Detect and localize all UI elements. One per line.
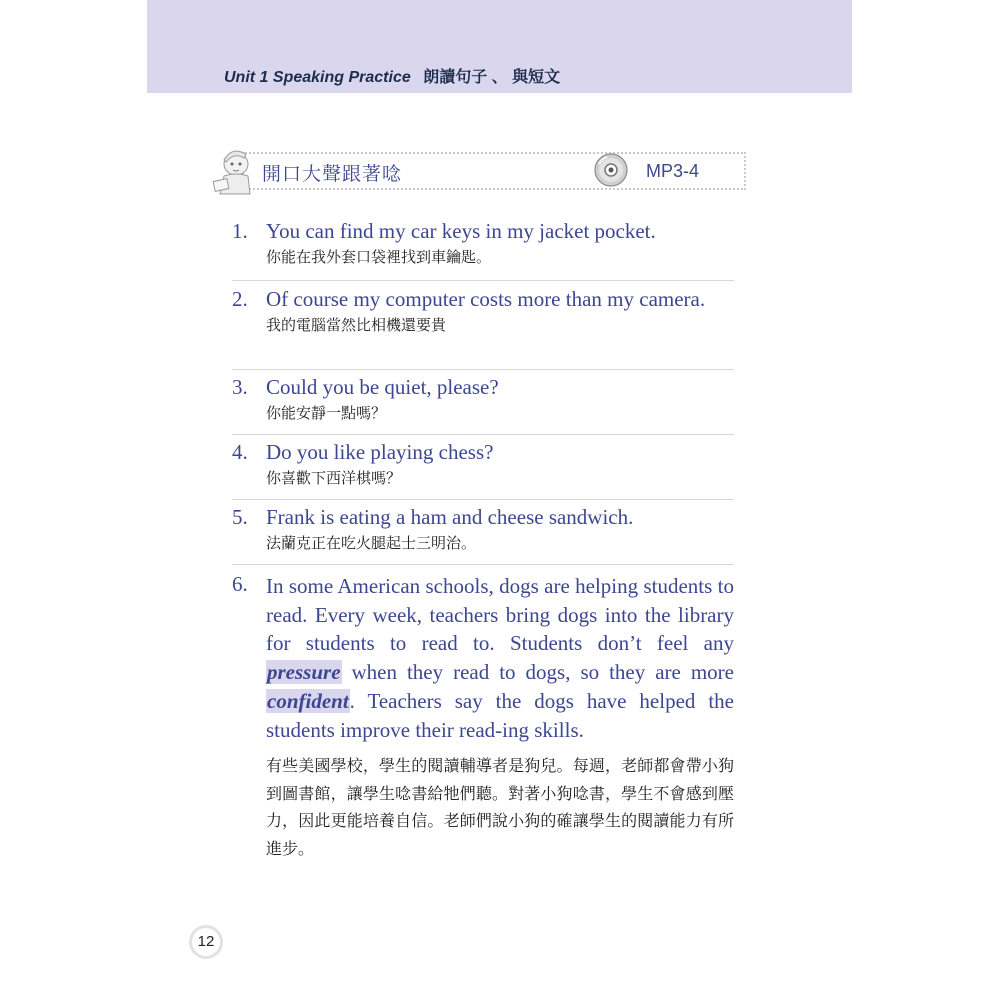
list-item bbox=[232, 565, 734, 862]
section-heading bbox=[210, 150, 746, 192]
list-item bbox=[232, 370, 734, 435]
page-number: 12 bbox=[189, 925, 223, 959]
item-number: 2. bbox=[232, 287, 248, 311]
page-header bbox=[224, 64, 560, 87]
cd-icon[interactable] bbox=[593, 152, 629, 188]
list-item bbox=[232, 435, 734, 500]
header-subtitle: 朗讀句子 、 與短文 bbox=[423, 69, 561, 86]
list-item bbox=[232, 500, 734, 565]
english-passage bbox=[266, 572, 734, 744]
chinese-translation: 有些美國學校，學生的閱讀輔導者是狗兒。每週，老師都會帶小狗到圖書館，讓學生唸書給牠們聽。對著小狗唸書，學生不會感到壓力，因此更能培養自信。老師們說小狗的確讓學生的閱讀能力有所進步。 bbox=[266, 756, 734, 858]
english-sentence: Frank is eating a ham and cheese sandwich. bbox=[266, 505, 634, 529]
header-title: Unit 1 Speaking Practice bbox=[224, 69, 411, 86]
chinese-translation: 你能安靜一點嗎？ bbox=[266, 404, 387, 422]
chinese-translation: 你喜歡下西洋棋嗎？ bbox=[266, 469, 402, 487]
chinese-translation: 你能在我外套口袋裡找到車鑰匙。 bbox=[266, 248, 492, 266]
item-number: 3. bbox=[232, 375, 248, 399]
item-number: 6. bbox=[232, 572, 248, 596]
highlighted-word: confident bbox=[267, 688, 349, 713]
passage-text: when they read to dogs, so they are more bbox=[351, 660, 734, 685]
item-number: 4. bbox=[232, 440, 248, 464]
chinese-translation: 我的電腦當然比相機還要貴 bbox=[266, 316, 447, 334]
highlighted-word: pressure bbox=[267, 660, 341, 685]
passage-text: . Teachers say the dogs have helped the students improve their read-ing skills. bbox=[266, 688, 734, 742]
english-sentence: Of course my computer costs more than my camera. bbox=[266, 287, 706, 311]
passage-text: In some American schools, dogs are helping students to read. Every week, teachers bring dogs into the library for students to read to. Students don’t feel any bbox=[266, 574, 734, 656]
list-item bbox=[232, 219, 734, 281]
audio-track-label: MP3-4 bbox=[646, 161, 700, 181]
english-sentence: Could you be quiet, please? bbox=[266, 375, 499, 399]
english-sentence: Do you like playing chess? bbox=[266, 440, 494, 464]
sentence-list bbox=[232, 219, 734, 862]
mascot-icon bbox=[210, 144, 258, 198]
item-number: 1. bbox=[232, 219, 248, 243]
english-sentence: You can find my car keys in my jacket pocket. bbox=[266, 219, 656, 243]
item-number: 5. bbox=[232, 505, 248, 529]
list-item bbox=[232, 281, 734, 370]
section-title: 開口大聲跟著唸 bbox=[262, 163, 403, 185]
chinese-translation: 法蘭克正在吃火腿起士三明治。 bbox=[266, 534, 477, 552]
